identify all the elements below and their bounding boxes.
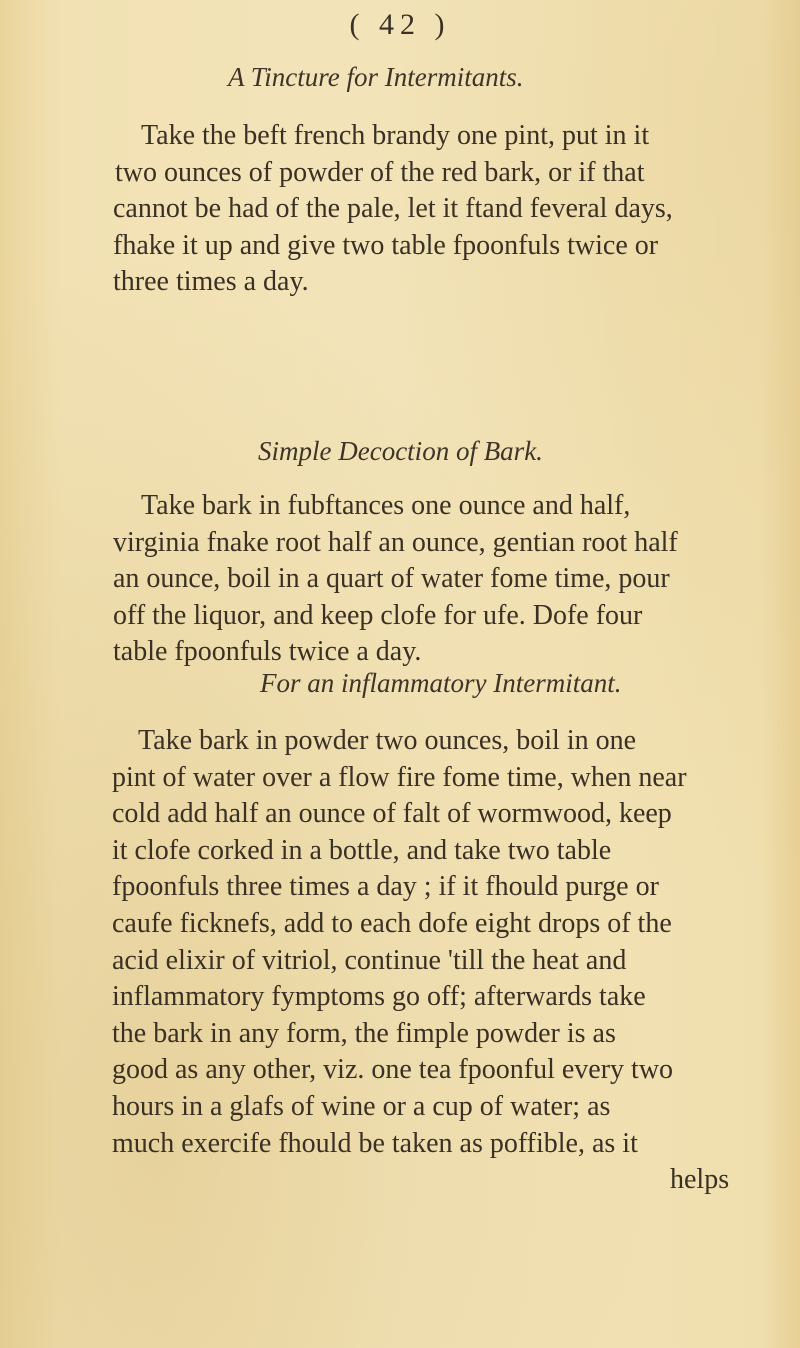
text-line: an ounce, boil in a quart of water fome time, pour (113, 563, 670, 595)
page-number: ( 42 ) (349, 8, 451, 41)
text-line: cannot be had of the pale, let it ftand feveral days, (113, 193, 673, 225)
paragraph-decoction (0, 488, 678, 671)
text-line: caufe ficknefs, add to each dofe eight drops of the (112, 907, 672, 939)
text-line: Take the beft french brandy one pint, put in it (141, 120, 650, 151)
text-line: table fpoonfuls twice a day. (113, 636, 422, 668)
text-line: acid elixir of vitriol, continue 'till the heat and (112, 944, 627, 976)
section-heading-tincture: A Tincture for Intermitants. (228, 62, 524, 92)
text-line: much exercife fhould be taken as poffible, as it (112, 1127, 638, 1159)
text-line: Take bark in fubftances one ounce and half, (141, 490, 631, 521)
text-line: cold add half an ounce of falt of wormwood, keep (112, 798, 672, 830)
text-line: two ounces of powder of the red bark, or if that (115, 156, 645, 188)
text-line: off the liquor, and keep clofe for ufe. Dofe four (113, 599, 643, 631)
catchword: helps (670, 1164, 730, 1196)
paragraph-inflammatory (0, 723, 729, 1199)
paragraph-tincture (0, 118, 673, 301)
text-line: it clofe corked in a bottle, and take two table (112, 834, 612, 866)
text-line: fhake it up and give two table fpoonfuls twice or (113, 229, 659, 261)
section-heading-decoction: Simple Decoction of Bark. (258, 436, 543, 466)
text-line: hours in a glafs of wine or a cup of water; as (112, 1090, 611, 1122)
text-line: Take bark in powder two ounces, boil in one (138, 725, 637, 756)
text-line: virginia fnake root half an ounce, gentian root half (113, 526, 678, 558)
text-line: inflammatory fymptoms go off; afterwards take (112, 981, 646, 1013)
text-line: fpoonfuls three times a day ; if it fhould purge or (112, 871, 659, 903)
text-line: the bark in any form, the fimple powder is as (112, 1017, 616, 1049)
section-heading-inflammatory: For an inflammatory Intermitant. (260, 668, 622, 698)
text-line: good as any other, viz. one tea fpoonful every two (112, 1054, 674, 1086)
text-line: three times a day. (113, 266, 309, 298)
text-line: pint of water over a flow fire fome time, when near (112, 761, 687, 793)
